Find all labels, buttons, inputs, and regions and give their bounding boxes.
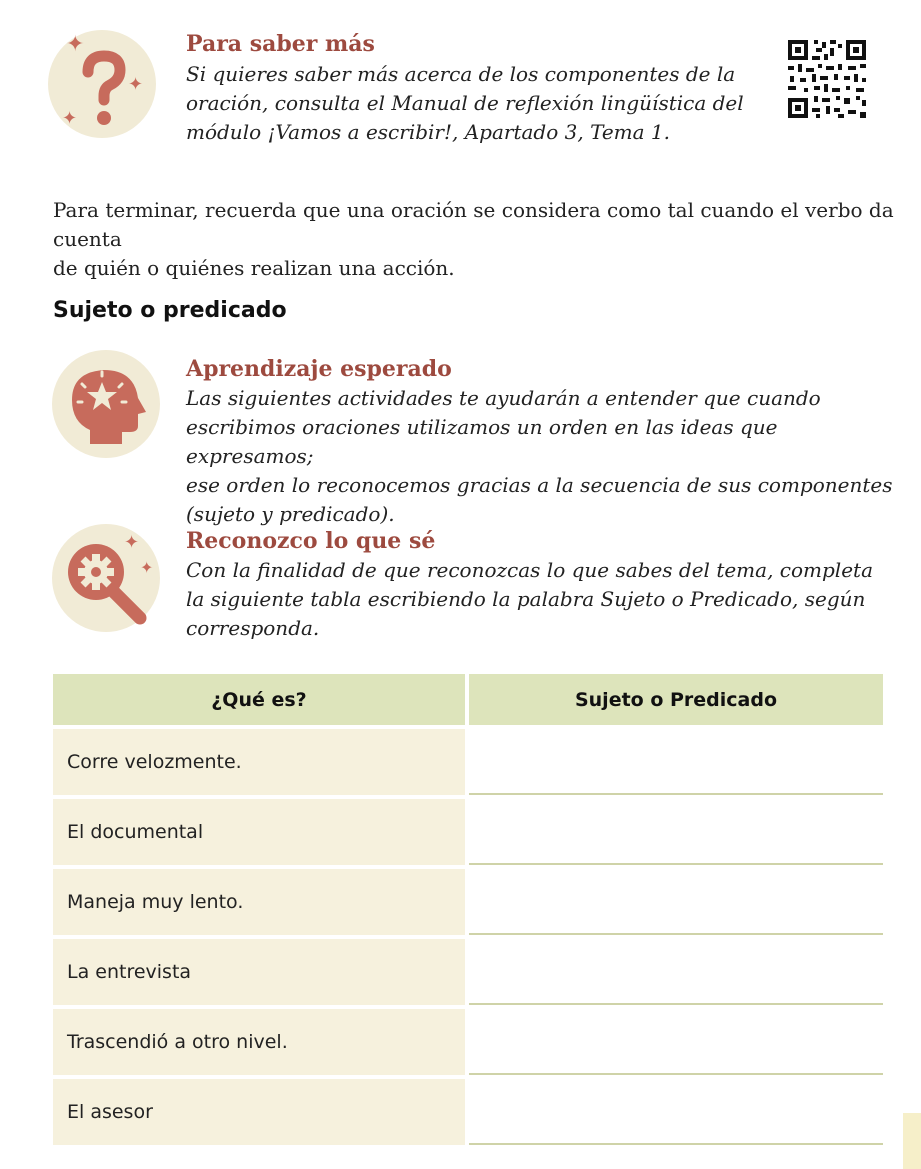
- answer-field[interactable]: [469, 799, 883, 865]
- sparkle-icon: ✦: [66, 32, 85, 57]
- header-sujeto-predicado: Sujeto o Predicado: [469, 674, 883, 725]
- table-header-row: [53, 674, 883, 725]
- phrase-cell: Trascendió a otro nivel.: [53, 1009, 465, 1075]
- sparkle-icon: ✦: [124, 532, 140, 553]
- intro-paragraph: Para terminar, recuerda que una oración se considera como tal cuando el verbo da cuenta de quién o quiénes realizan una acción.: [53, 198, 894, 280]
- answer-field[interactable]: [469, 1009, 883, 1075]
- page-corner-decoration: [903, 1113, 921, 1169]
- answer-field[interactable]: [469, 939, 883, 1005]
- answer-field[interactable]: [469, 729, 883, 795]
- learning-box-text: Las siguientes actividades te ayudarán a entender que cuando escribimos oraciones utilizamos un orden en las ideas que expresamos; ese orden lo reconocemos gracias a la secuencia de sus componentes (sujeto y predicado).: [186, 386, 893, 526]
- table-row: [53, 939, 883, 1005]
- recognize-box-title: Reconozco lo que sé: [186, 528, 436, 554]
- table-row: [53, 799, 883, 865]
- sparkle-icon: ✦: [140, 558, 154, 577]
- header-que-es: ¿Qué es?: [53, 674, 465, 725]
- qr-code[interactable]: [786, 38, 868, 120]
- table-row: [53, 869, 883, 935]
- table-row: [53, 1009, 883, 1075]
- gear-magnifier-icon: [52, 524, 160, 632]
- info-box-title: Para saber más: [186, 31, 375, 57]
- head-star-icon: [52, 350, 160, 458]
- phrase-cell: Corre velozmente.: [53, 729, 465, 795]
- phrase-cell: El documental: [53, 799, 465, 865]
- phrase-cell: El asesor: [53, 1079, 465, 1145]
- section-heading: Sujeto o predicado: [53, 298, 287, 323]
- answer-field[interactable]: [469, 1079, 883, 1145]
- phrase-cell: La entrevista: [53, 939, 465, 1005]
- answer-field[interactable]: [469, 869, 883, 935]
- subject-predicate-table: [53, 674, 883, 1145]
- phrase-cell: Maneja muy lento.: [53, 869, 465, 935]
- learning-box-title: Aprendizaje esperado: [186, 356, 452, 382]
- table-row: [53, 729, 883, 795]
- sparkle-icon: ✦: [128, 74, 144, 95]
- table-row: [53, 1079, 883, 1145]
- sparkle-icon: ✦: [62, 108, 78, 129]
- recognize-box-text: Con la finalidad de que reconozcas lo que sabes del tema, completa la siguiente tabla escribiendo la palabra Sujeto o Predicado, según corresponda.: [186, 558, 873, 640]
- info-box-text: Si quieres saber más acerca de los componentes de la oración, consulta el Manual de reflexión lingüística del módulo ¡Vamos a escribir!, Apartado 3, Tema 1.: [186, 62, 744, 144]
